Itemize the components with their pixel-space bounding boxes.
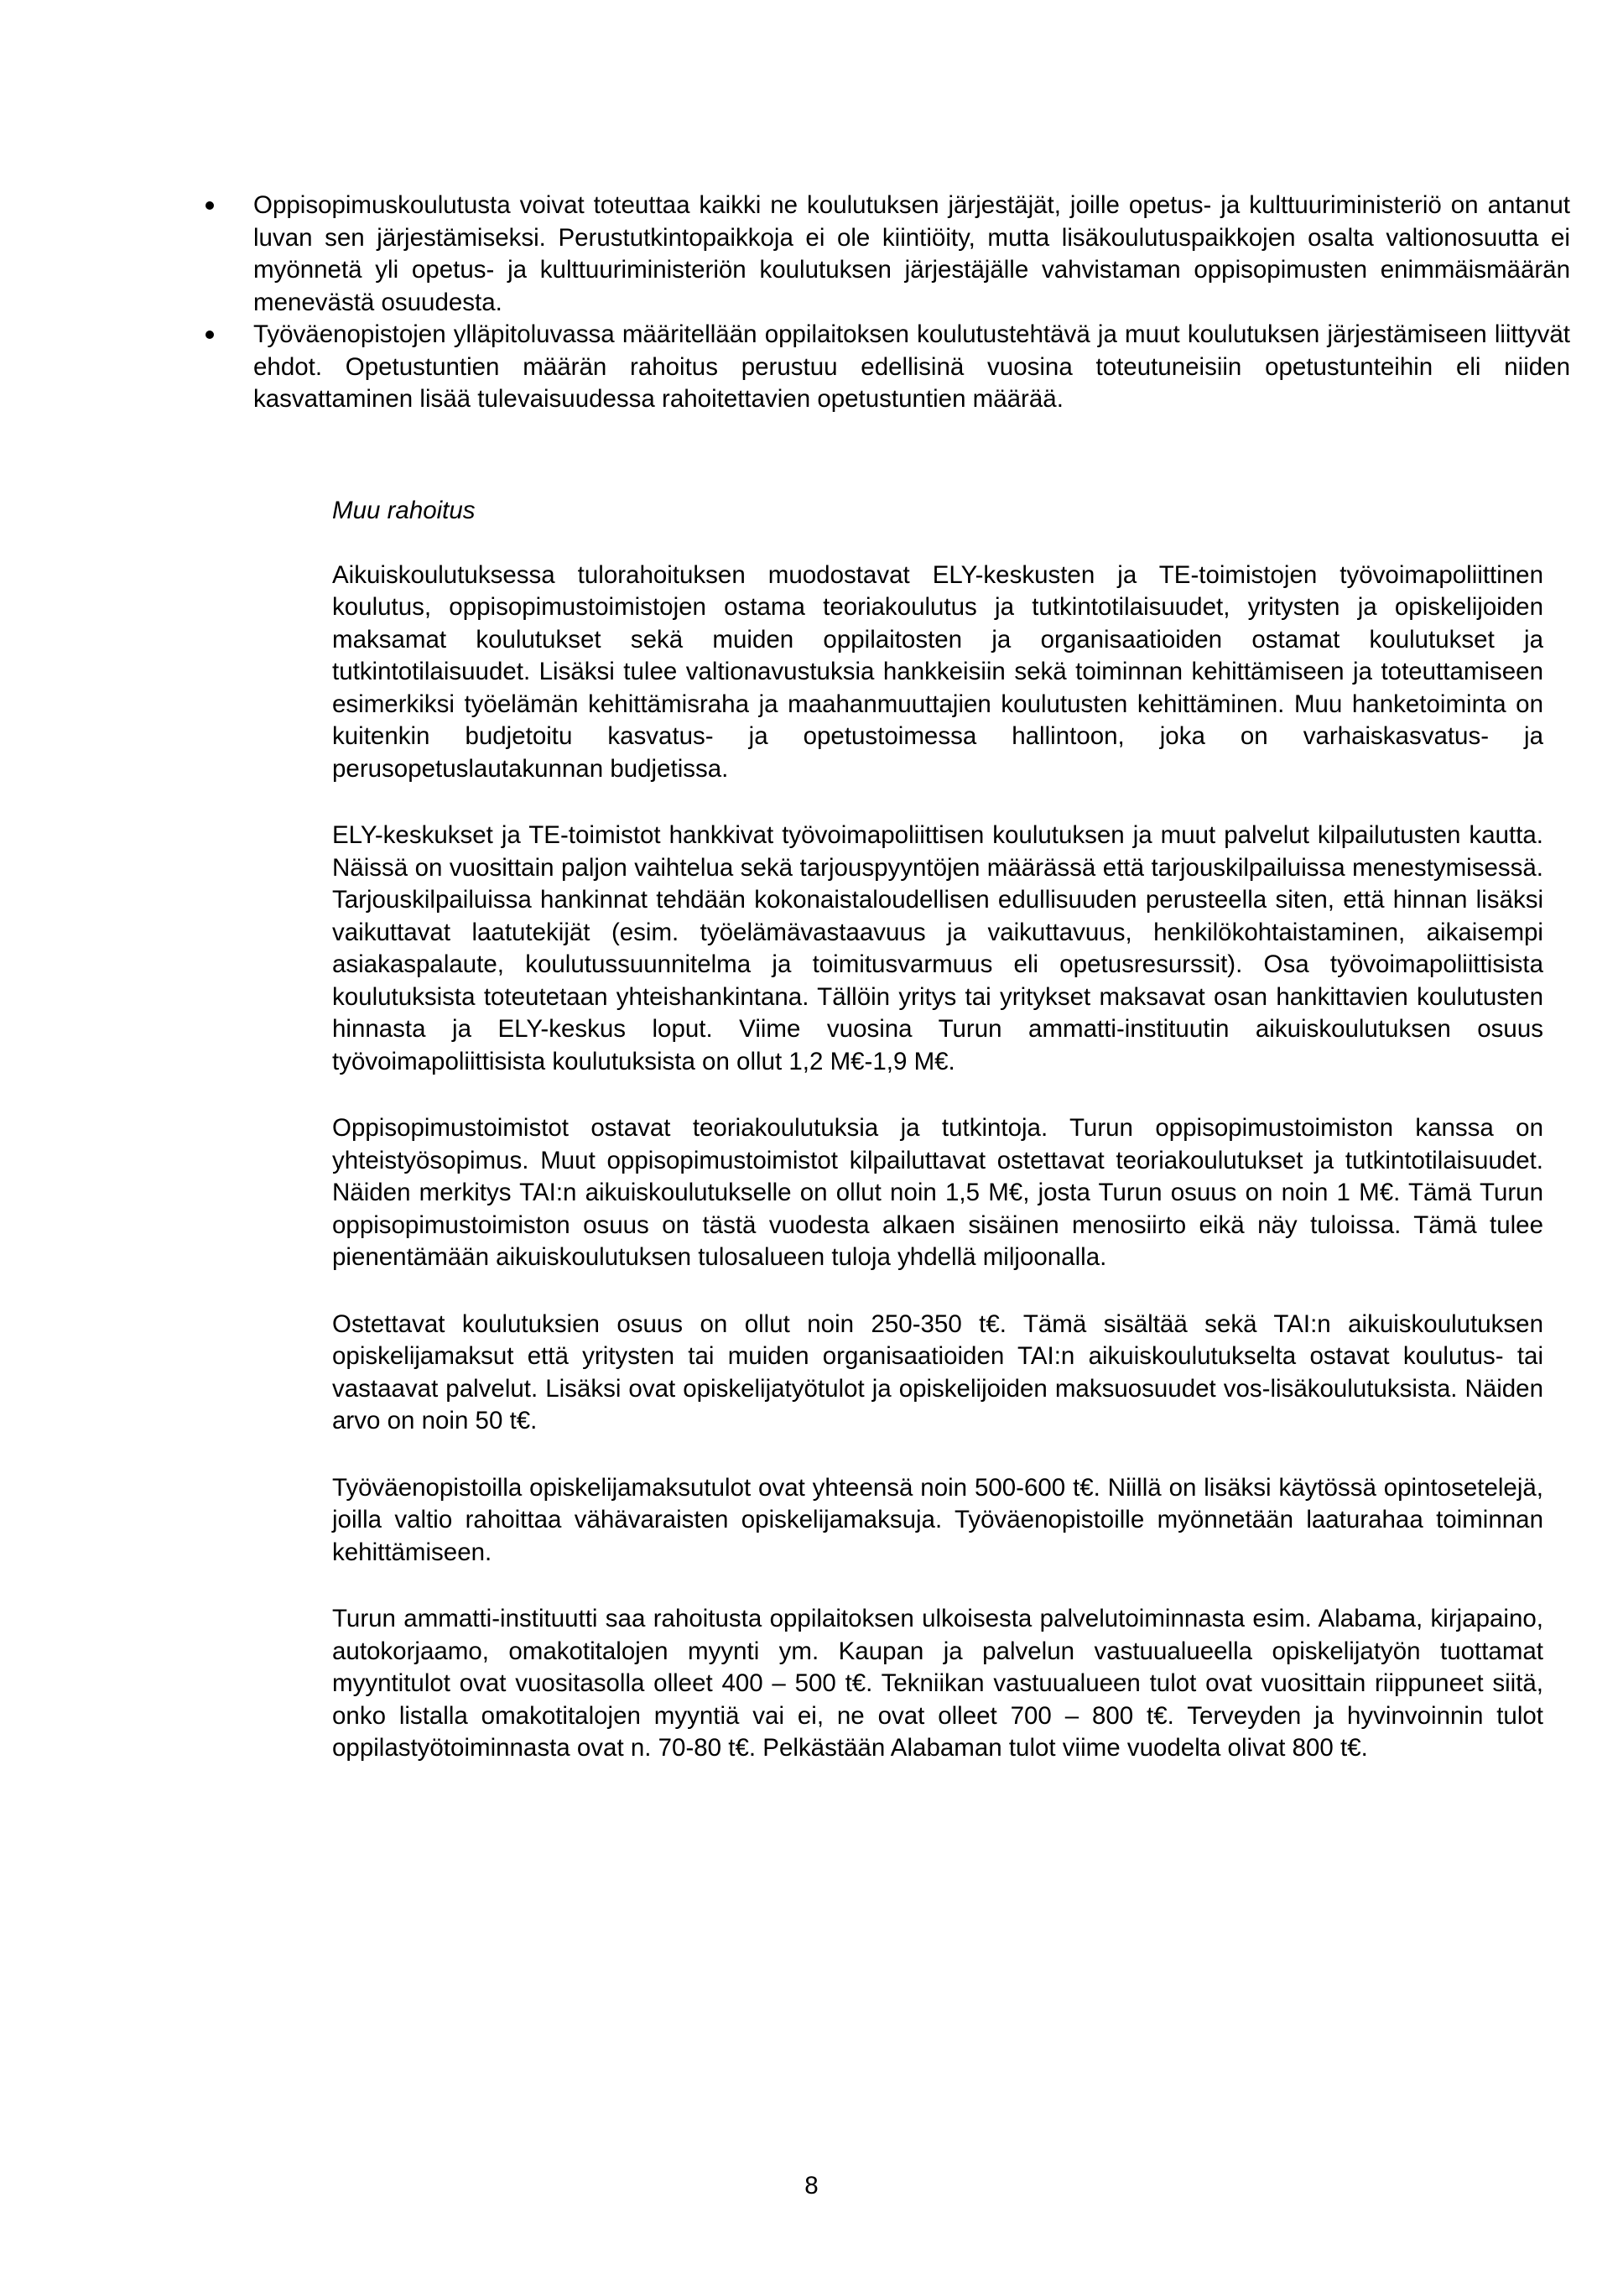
section-heading: Muu rahoitus — [332, 497, 476, 524]
bullet-dot-icon — [205, 331, 214, 339]
bullet-item — [195, 319, 1570, 416]
paragraph: ELY-keskukset ja TE-toimistot hankkivat työvoimapoliittisen koulutuksen ja muut palvelut kilpailutusten kautta. Näissä on vuosittain paljon vaihtelua sekä tarjouspyyntöjen määrässä että tarjouskilpailuissa menestymisessä. Tarjouskilpailuissa hankinnat tehdään kokonaistaloudellisen edullisuuden perusteella siten, että hinnan lisäksi vaikuttavat laatutekijät (esim. työelämävastaavuus ja vaikuttavuus, henkilökohtaistaminen, aikaisempi asiakaspalaute, koulutussuunnitelma ja toimitusvarmuus eli opetusresurssit). Osa työvoimapoliittisista koulutuksista toteutetaan yhteishankintana. Tällöin yritys tai yritykset maksavat osan hankittavien koulutusten hinnasta ja ELY-keskus loput. Viime vuosina Turun ammatti-instituutin aikuiskoulutuksen osuus työvoimapoliittisista koulutuksista on ollut 1,2 M€-1,9 M€. — [332, 821, 1543, 1075]
section-muu-rahoitus — [332, 495, 1543, 1799]
bullet-text: Oppisopimuskoulutusta voivat toteuttaa kaikki ne koulutuksen järjestäjät, joille opetus- ja kulttuuriministeriö on antanut luvan sen järjestämiseksi. Perustutkintopaikkoja ei ole kiintiöity, mutta lisäkoulutuspaikkojen osalta valtionosuutta ei myönnetä yli opetus- ja kulttuuriministeriön koulutuksen järjestäjälle vahvistaman oppisopimusten enimmäismäärän menevästä osuudesta. — [253, 191, 1570, 316]
bullet-list — [195, 190, 1570, 416]
bullet-text: Työväenopistojen ylläpitoluvassa määritellään oppilaitoksen koulutustehtävä ja muut koulutuksen järjestämiseen liittyvät ehdot. Opetustuntien määrän rahoitus perustuu edellisinä vuosina toteutuneisiin opetustunteihin eli niiden kasvattaminen lisää tulevaisuudessa rahoitettavien opetustuntien määrää. — [253, 320, 1570, 413]
paragraph: Oppisopimustoimistot ostavat teoriakoulutuksia ja tutkintoja. Turun oppisopimustoimiston kanssa on yhteistyösopimus. Muut oppisopimustoimistot kilpailuttavat ostettavat teoriakoulutukset ja tutkintotilaisuudet. Näiden merkitys TAI:n aikuiskoulutukselle on ollut noin 1,5 M€, josta Turun osuus on noin 1 M€. Tämä Turun oppisopimustoimiston osuus on tästä vuodesta alkaen sisäinen menosiirto eikä näy tuloissa. Tämä tulee pienentämään aikuiskoulutuksen tulosalueen tuloja yhdellä miljoonalla. — [332, 1114, 1543, 1271]
page-number: 8 — [804, 2172, 819, 2200]
paragraph: Työväenopistoilla opiskelijamaksutulot ovat yhteensä noin 500-600 t€. Niillä on lisäksi käytössä opintosetelejä, joilla valtio rahoittaa vähävaraisten opiskelijamaksuja. Työväenopistoille myönnetään laaturahaa toiminnan kehittämiseen. — [332, 1473, 1543, 1566]
paragraph: Ostettavat koulutuksien osuus on ollut noin 250-350 t€. Tämä sisältää sekä TAI:n aikuiskoulutuksen opiskelijamaksut että yritysten tai muiden organisaatioiden TAI:n aikuiskoulutukselta ostavat koulutus- tai vastaavat palvelut. Lisäksi ovat opiskelijatyötulot ja opiskelijoiden maksuosuudet vos-lisäkoulutuksista. Näiden arvo on noin 50 t€. — [332, 1309, 1543, 1434]
bullet-dot-icon — [205, 201, 214, 210]
paragraph: Turun ammatti-instituutti saa rahoitusta oppilaitoksen ulkoisesta palvelutoiminnasta esim. Alabama, kirjapaino, autokorjaamo, omakotitalojen myynti ym. Kaupan ja palvelun vastuualueella opiskelijatyön tuottamat myyntitulot ovat vuositasolla olleet 400 – 500 t€. Tekniikan vastuualueen tulot ovat vuosittain riippuneet siitä, onko listalla omakotitalojen myyntiä vai ei, ne ovat olleet 700 – 800 t€. Terveyden ja hyvinvoinnin tulot oppilastyötoiminnasta ovat n. 70-80 t€. Pelkästään Alabaman tulot viime vuodelta olivat 800 t€. — [332, 1605, 1543, 1762]
bullet-item — [195, 190, 1570, 319]
paragraph: Aikuiskoulutuksessa tulorahoituksen muodostavat ELY-keskusten ja TE-toimistojen työvoimapoliittinen koulutus, oppisopimustoimistojen ostama teoriakoulutus ja tutkintotilaisuudet, yritysten ja opiskelijoiden maksamat koulutukset sekä muiden oppilaitosten ja organisaatioiden ostamat koulutukset ja tutkintotilaisuudet. Lisäksi tulee valtionavustuksia hankkeisiin sekä toiminnan kehittämiseen ja toteuttamiseen esimerkiksi työelämän kehittämisraha ja maahanmuuttajien koulutusten kehittäminen. Muu hanketoiminta on kuitenkin budjetoitu kasvatus- ja opetustoimessa hallintoon, joka on varhaiskasvatus- ja perusopetuslautakunnan budjetissa. — [332, 560, 1543, 783]
